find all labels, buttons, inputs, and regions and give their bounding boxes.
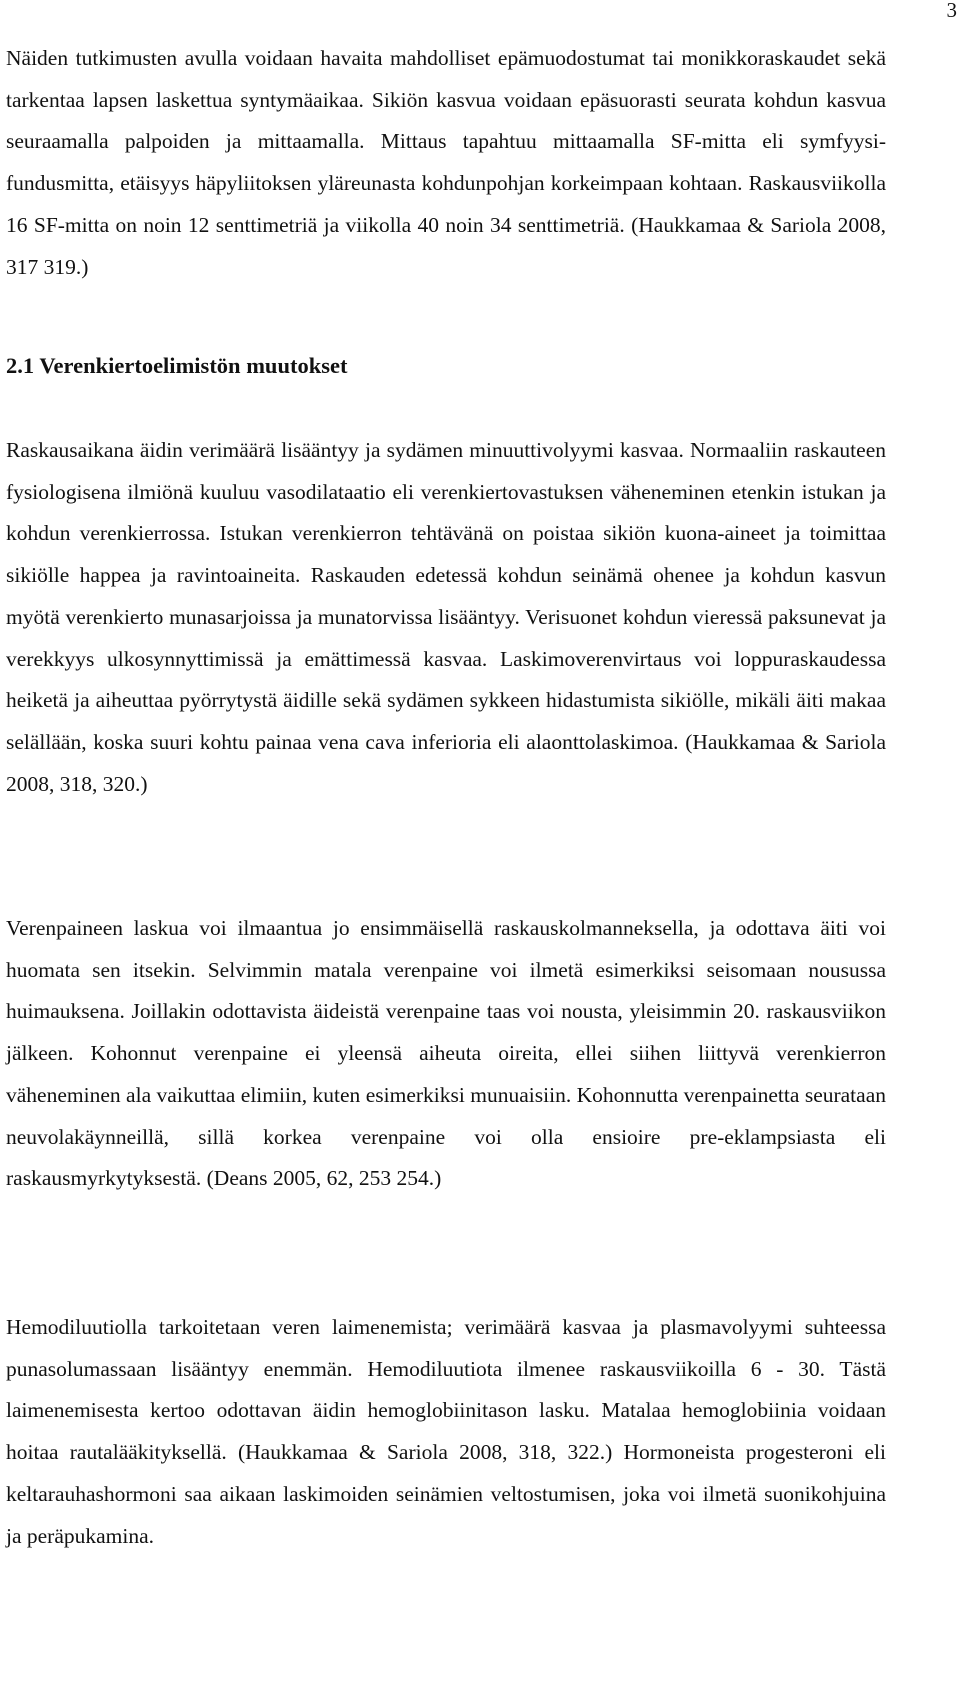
page-number: 3 [946, 0, 957, 22]
body-paragraph: Verenpaineen laskua voi ilmaantua jo ensimmäisellä raskauskolmanneksella, ja odottava äiti voi huomata sen itsekin. Selvimmin matala verenpaine voi ilmetä esimerkiksi seisomaan nousussa huimauksena. Joillakin odottavista äideistä verenpaine taas voi nousta, yleisimmin 20. raskausviikon jälkeen. Kohonnut verenpaine ei yleensä aiheuta oireita, ellei siihen liittyvä verenkierron väheneminen ala vaikuttaa elimiin, kuten esimerkiksi munuaisiin. Kohonnutta verenpainetta seurataan neuvolakäynneillä, sillä korkea verenpaine voi olla ensioire pre-eklampsiasta eli raskausmyrkytyksestä. (Deans 2005, 62, 253 254.) [6, 916, 886, 1191]
body-paragraph: Näiden tutkimusten avulla voidaan havaita mahdolliset epämuodostumat tai monikkoraskaudet sekä tarkentaa lapsen laskettua syntymäaikaa. Sikiön kasvua voidaan epäsuorasti seurata kohdun kasvua seuraamalla palpoiden ja mittaamalla. Mittaus tapahtuu mittaamalla SF-mitta eli symfyysi-fundusmitta, etäisyys häpyliitoksen yläreunasta kohdunpohjan korkeimpaan kohtaan. Raskausviikolla 16 SF-mitta on noin 12 senttimetriä ja viikolla 40 noin 34 senttimetriä. (Haukkamaa & Sariola 2008, 317 319.) [6, 46, 886, 279]
section-heading: 2.1 Verenkiertoelimistön muutokset [6, 353, 348, 378]
body-paragraph: Raskausaikana äidin verimäärä lisääntyy ja sydämen minuuttivolyymi kasvaa. Normaaliin raskauteen fysiologisena ilmiönä kuuluu vasodilataatio eli verenkiertovastuksen väheneminen etenkin istukan ja kohdun verenkierrossa. Istukan verenkierron tehtävänä on poistaa sikiön kuona-aineet ja toimittaa sikiölle happea ja ravintoaineita. Raskauden edetessä kohdun seinämä ohenee ja kohdun kasvun myötä verenkierto munasarjoissa ja munatorvissa lisääntyy. Verisuonet kohdun vieressä paksunevat ja verekkyys ulkosynnyttimissä ja emättimessä kasvaa. Laskimoverenvirtaus voi loppuraskaudessa heiketä ja aiheuttaa pyörrytystä äidille sekä sydämen sykkeen hidastumista sikiölle, mikäli äiti makaa selällään, koska suuri kohtu painaa vena cava inferioria eli alaonttolaskimoa. (Haukkamaa & Sariola 2008, 318, 320.) [6, 438, 886, 796]
body-paragraph: Hemodiluutiolla tarkoitetaan veren laimenemista; verimäärä kasvaa ja plasmavolyymi suhteessa punasolumassaan lisääntyy enemmän. Hemodiluutiota ilmenee raskausviikoilla 6 - 30. Tästä laimenemisesta kertoo odottavan äidin hemoglobiinitason lasku. Matalaa hemoglobiinia voidaan hoitaa rautalääkityksellä. (Haukkamaa & Sariola 2008, 318, 322.) Hormoneista progesteroni eli keltarauhashormoni saa aikaan laskimoiden seinämien veltostumisen, joka voi ilmetä suonikohjuina ja peräpukamina. [6, 1315, 886, 1548]
